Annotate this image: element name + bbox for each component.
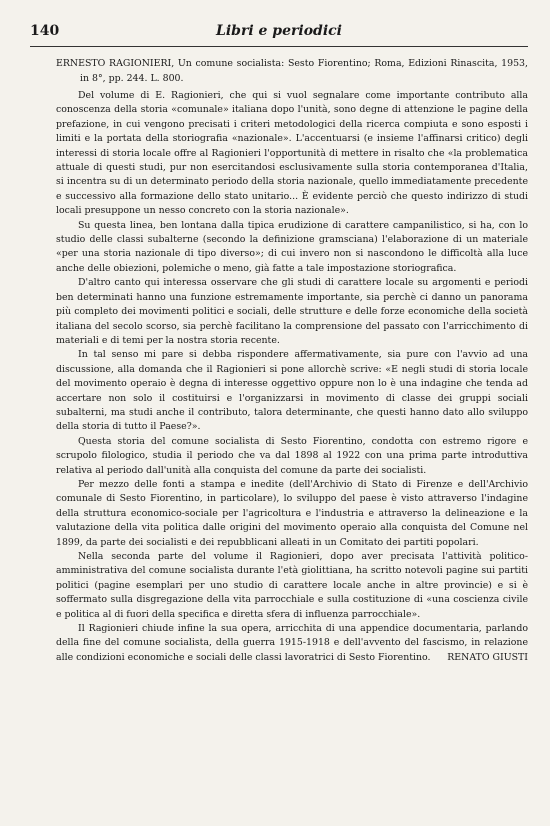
paragraph: Questa storia del comune socialista di Sesto Fiorentino, condotta con estremo rigore e scrupolo filologico, studia il periodo che va dal 1898 al 1922 con una prima parte introduttiva relativa al periodo dall'unità alla conquista del comune da parte dei socialisti. xyxy=(56,435,528,476)
paragraph: Su questa linea, ben lontana dalla tipica erudizione di carattere campanilistico, si ha, con lo studio delle classi subalterne (secondo la definizione gramsciana) l'elaborazione di un materiale «per una storia nazionale di tipo diverso»; di cui invero non si nascondono le difficoltà alla luce anche delle obiezioni, polemiche o meno, già fatte a tale impostazione storiografica. xyxy=(56,219,528,274)
running-title: Libri e periodici xyxy=(216,23,342,39)
page-number: 140 xyxy=(30,23,60,39)
paragraph: D'altro canto qui interessa osservare che gli studi di carattere locale su argomenti e periodi ben determinati hanno una funzione estremamente importante, sia perchè ci danno un panorama più completo dei movimenti politici e sociali, delle strutture e delle forze economiche della società italiana del secolo scorso, sia perchè facilitano la comprensione del passato con l'arricchimento di materiali e di temi per la nostra storia recente. xyxy=(56,277,528,346)
book-citation: ERNESTO RAGIONIERI, Un comune socialista: Sesto Fiorentino; Roma, Edizioni Rinascita, 1953, in 8°, pp. 244. L. 800. xyxy=(56,58,528,84)
reviewer-signature: RENATO GIUSTI xyxy=(447,652,528,664)
paragraph: In tal senso mi pare si debba rispondere affermativamente, sia pure con l'avvio ad una discussione, alla domanda che il Ragionieri si pone allorchè scrive: «E negli studi di storia locale del movimento operaio è degna di interesse oggettivo oppure non lo è una indagine che tenda ad accertare non solo il costituirsi e l'organizzarsi in movimento di classe dei gruppi sociali subalterni, ma studi anche il contributo, talora determinante, che questi hanno dato allo sviluppo della storia di tutto il Paese?». xyxy=(56,349,528,433)
paragraph: Il Ragionieri chiude infine la sua opera, arricchita di una appendice documentaria, parlando della fine del comune socialista, della guerra 1915-1918 e dell'avvento del fascismo, in relazione alle condizioni economiche e sociali delle classi lavoratrici di Sesto Fiorentino. xyxy=(56,623,528,663)
page-header xyxy=(30,20,528,47)
paragraph: Per mezzo delle fonti a stampa e inedite (dell'Archivio di Stato di Firenze e dell'Archivio comunale di Sesto Fiorentino, in particolare), lo sviluppo del paese è visto attraverso l'indagine della struttura economico-sociale per l'agricoltura e l'industria e attraverso la delineazione e la valutazione della vita politica dalle origini del movimento operaio alla conquista del Comune nel 1899, da parte dei socialisti e dei repubblicani alleati in un Comitato dei partiti popolari. xyxy=(56,478,528,548)
paragraph: Del volume di E. Ragionieri, che qui si vuol segnalare come importante contributo alla conoscenza della storia «comunale» italiana dopo l'unità, sono degne di attenzione le pagine della prefazione, in cui vengono precisati i criteri metodologici della ricerca compiuta e sono esposti i limiti e la portata della storiografia «nazionale». L'accentuarsi (e insieme l'affinarsi critico) degli interessi di storia locale offre al Ragionieri l'opportunità di mettere in risalto che «la problematica attuale di questi studi, pur non esercitandosi esclusivamente sulla storia contemporanea d'Italia, si incentra su di un determinato periodo della storia nazionale, quello immediatamente precedente e successivo alla formazione dello stato unitario... È evidente perciò che questo indirizzo di studi locali presuppone un nesso concreto con la storia nazionale». xyxy=(56,90,528,217)
review-body xyxy=(56,56,528,666)
paragraph: Nella seconda parte del volume il Ragionieri, dopo aver precisata l'attività politico-amministrativa del comune socialista durante l'età giolittiana, ha scritto notevoli pagine sui partiti politici (pagine esemplari per uno studio di carattere locale anche in altre provincie) e si è soffermato sulla disgregazione della vita parrocchiale e sulla costituzione di «una coscienza civile e politica al di fuori della specifica e diretta sfera di influenza parrocchiale». xyxy=(56,551,528,620)
